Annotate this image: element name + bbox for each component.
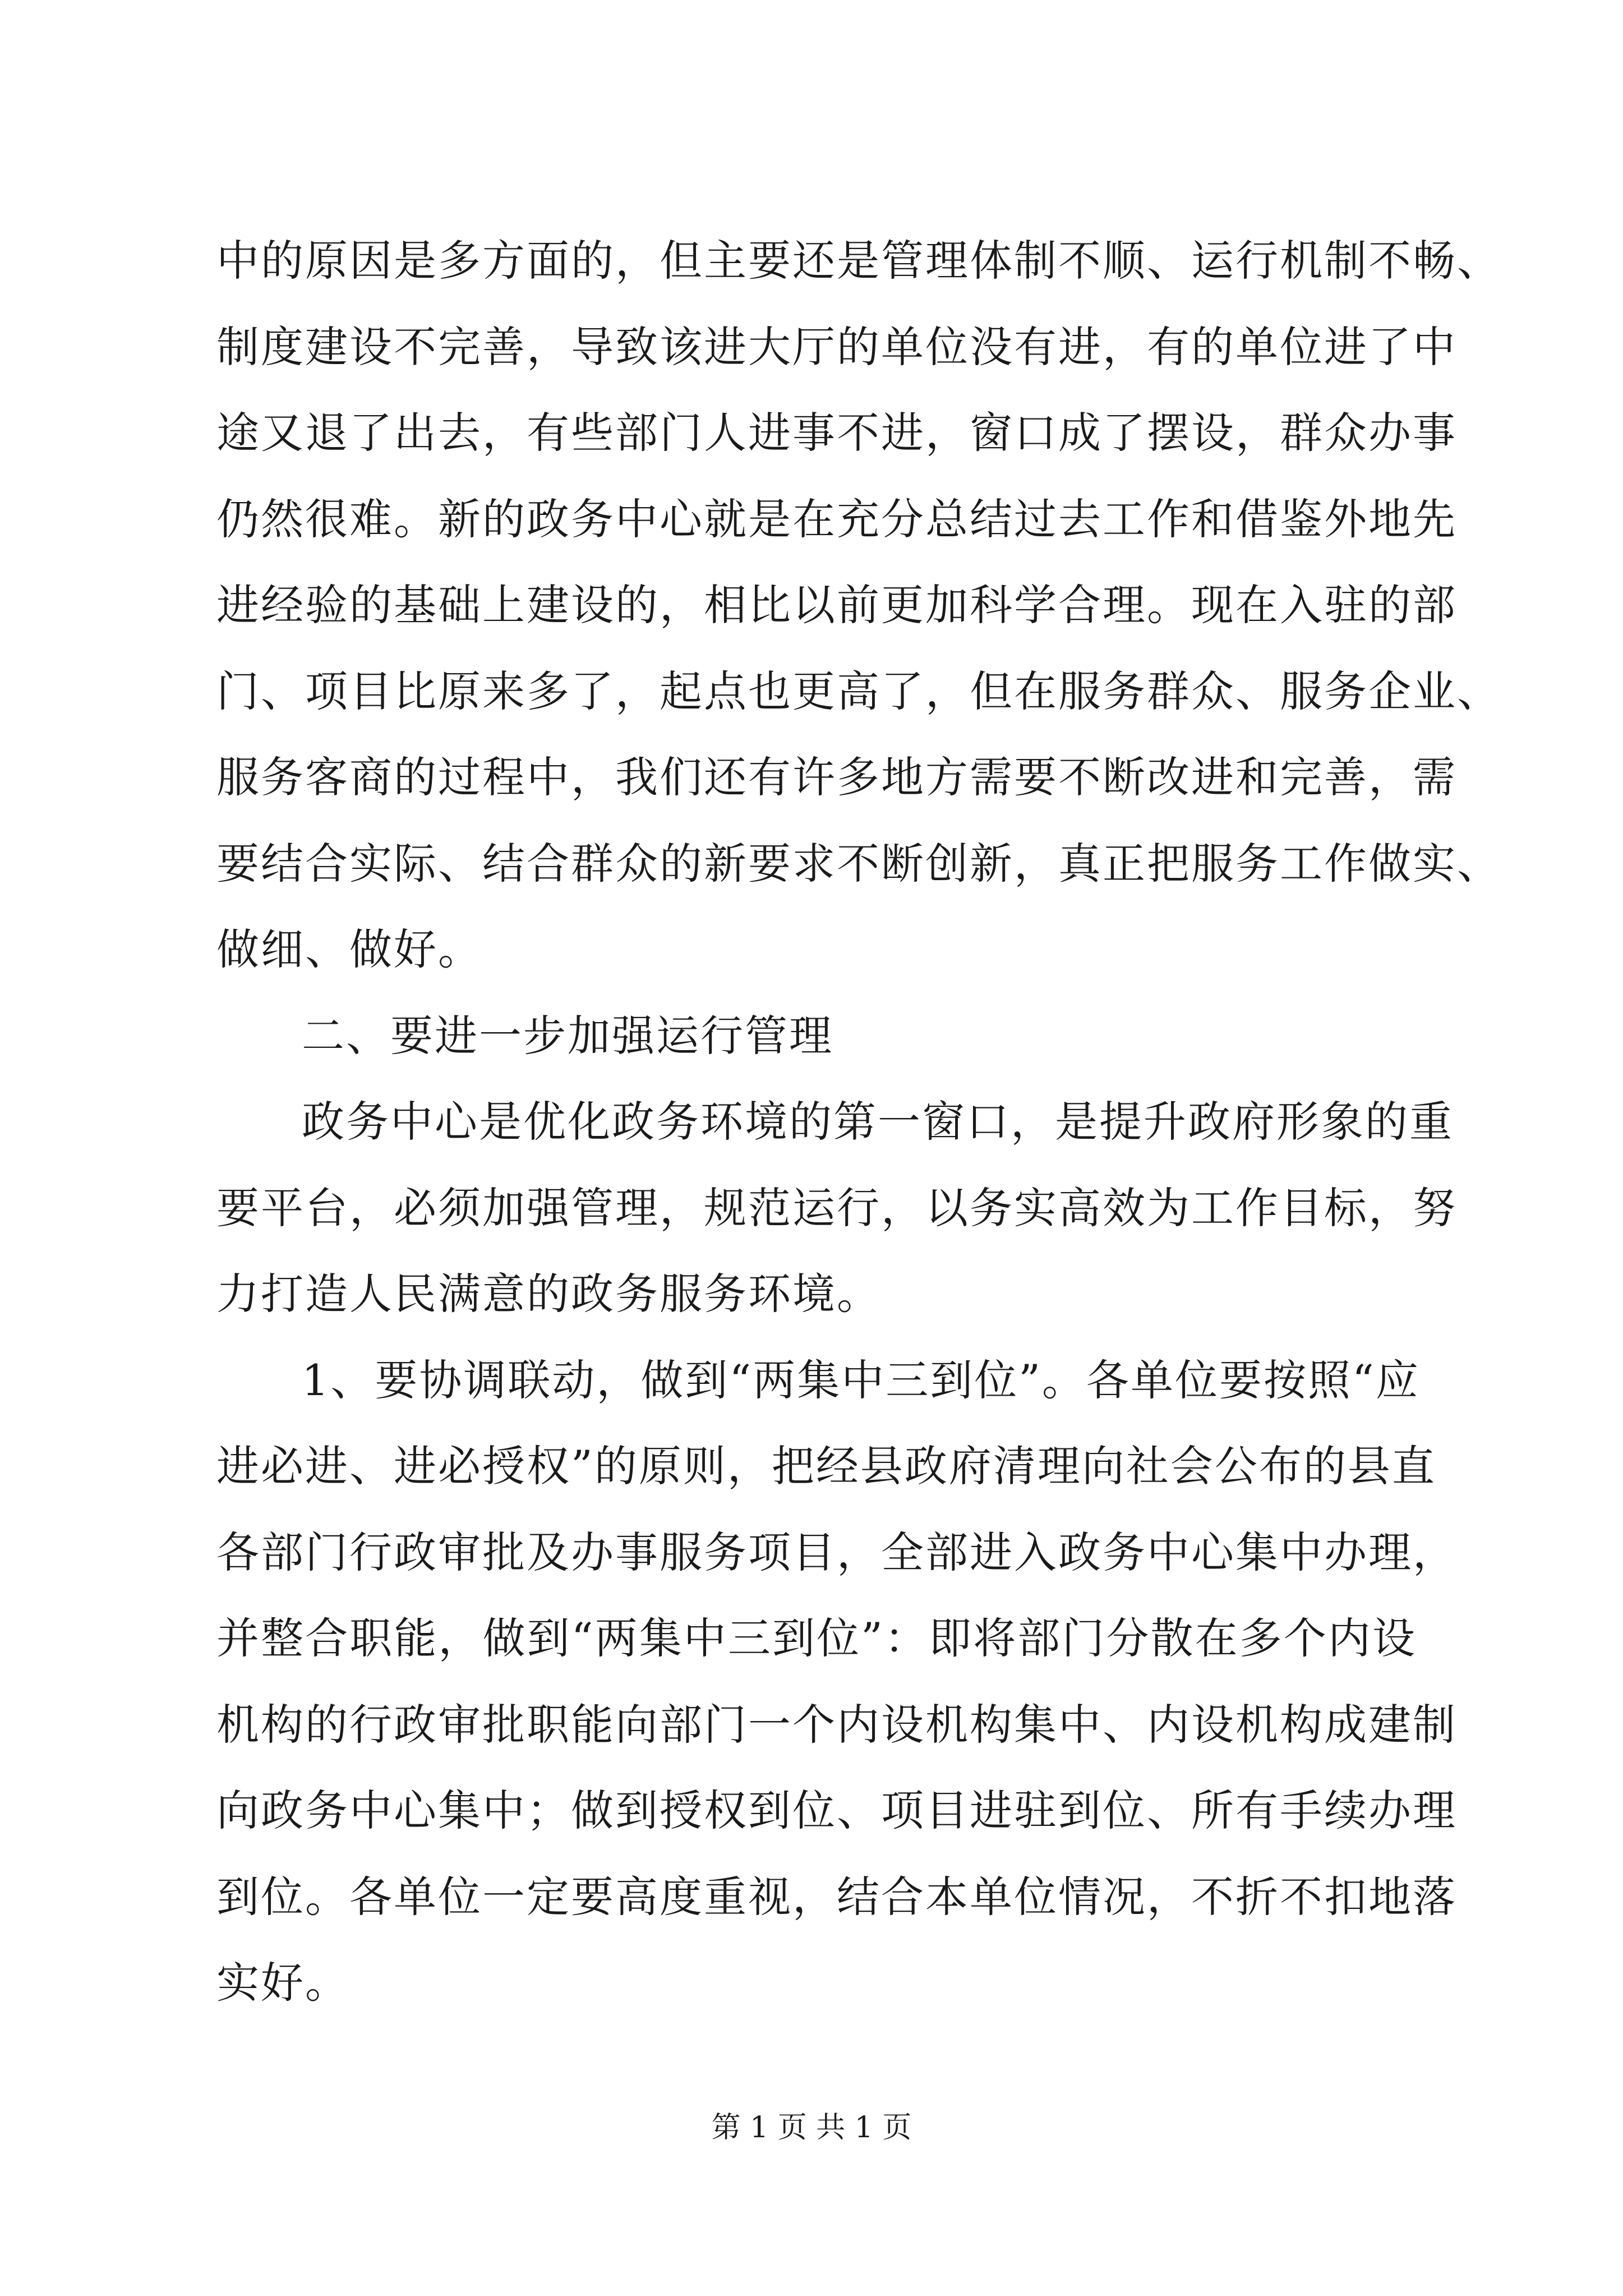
text-line: 要结合实际、结合群众的新要求不断创新，真正把服务工作做实、 — [216, 838, 1501, 889]
text-line: 向政务中心集中；做到授权到位、项目进驻到位、所有手续办理 — [216, 1786, 1457, 1835]
text-line: 中的原因是多方面的，但主要还是管理体制不顺、运行机制不畅、 — [216, 236, 1501, 286]
text-line: 进必进、进必授权”的原则，把经县政府清理向社会公布的县直 — [216, 1441, 1436, 1491]
page-footer: 第 1 页 共 1 页 — [711, 2111, 912, 2145]
text-line: 1、要协调联动，做到“两集中三到位”。各单位要按照“应 — [302, 1355, 1420, 1405]
text-line: 服务客商的过程中，我们还有许多地方需要不断改进和完善，需 — [216, 752, 1457, 802]
text-line: 机构的行政审批职能向部门一个内设机构集中、内设机构成建制 — [216, 1699, 1457, 1750]
text-line: 政务中心是优化政务环境的第一窗口，是提升政府形象的重 — [302, 1097, 1454, 1147]
body-text — [216, 218, 1501, 2026]
text-line: 门、项目比原来多了，起点也更高了，但在服务群众、服务企业、 — [216, 666, 1501, 716]
text-line: 并整合职能，做到“两集中三到位”：即将部门分散在多个内设 — [216, 1613, 1417, 1663]
text-line: 途又退了出去，有些部门人进事不进，窗口成了摆设，群众办事 — [216, 408, 1457, 458]
text-line: 制度建设不完善，导致该进大厅的单位没有进，有的单位进了中 — [216, 321, 1457, 372]
text-line: 进经验的基础上建设的，相比以前更加科学合理。现在入驻的部 — [216, 580, 1457, 630]
text-line: 做细、做好。 — [216, 924, 482, 974]
text-line: 力打造人民满意的政务服务环境。 — [216, 1269, 881, 1319]
text-line: 各部门行政审批及办事服务项目，全部进入政务中心集中办理， — [216, 1527, 1457, 1577]
text-line: 要平台，必须加强管理，规范运行，以务实高效为工作目标，努 — [216, 1182, 1457, 1233]
text-line: 到位。各单位一定要高度重视，结合本单位情况，不折不扣地落 — [216, 1871, 1457, 1922]
text-line: 实好。 — [216, 1958, 349, 2008]
text-line: 二、要进一步加强运行管理 — [302, 1010, 833, 1061]
text-line: 仍然很难。新的政务中心就是在充分总结过去工作和借鉴外地先 — [216, 494, 1457, 544]
